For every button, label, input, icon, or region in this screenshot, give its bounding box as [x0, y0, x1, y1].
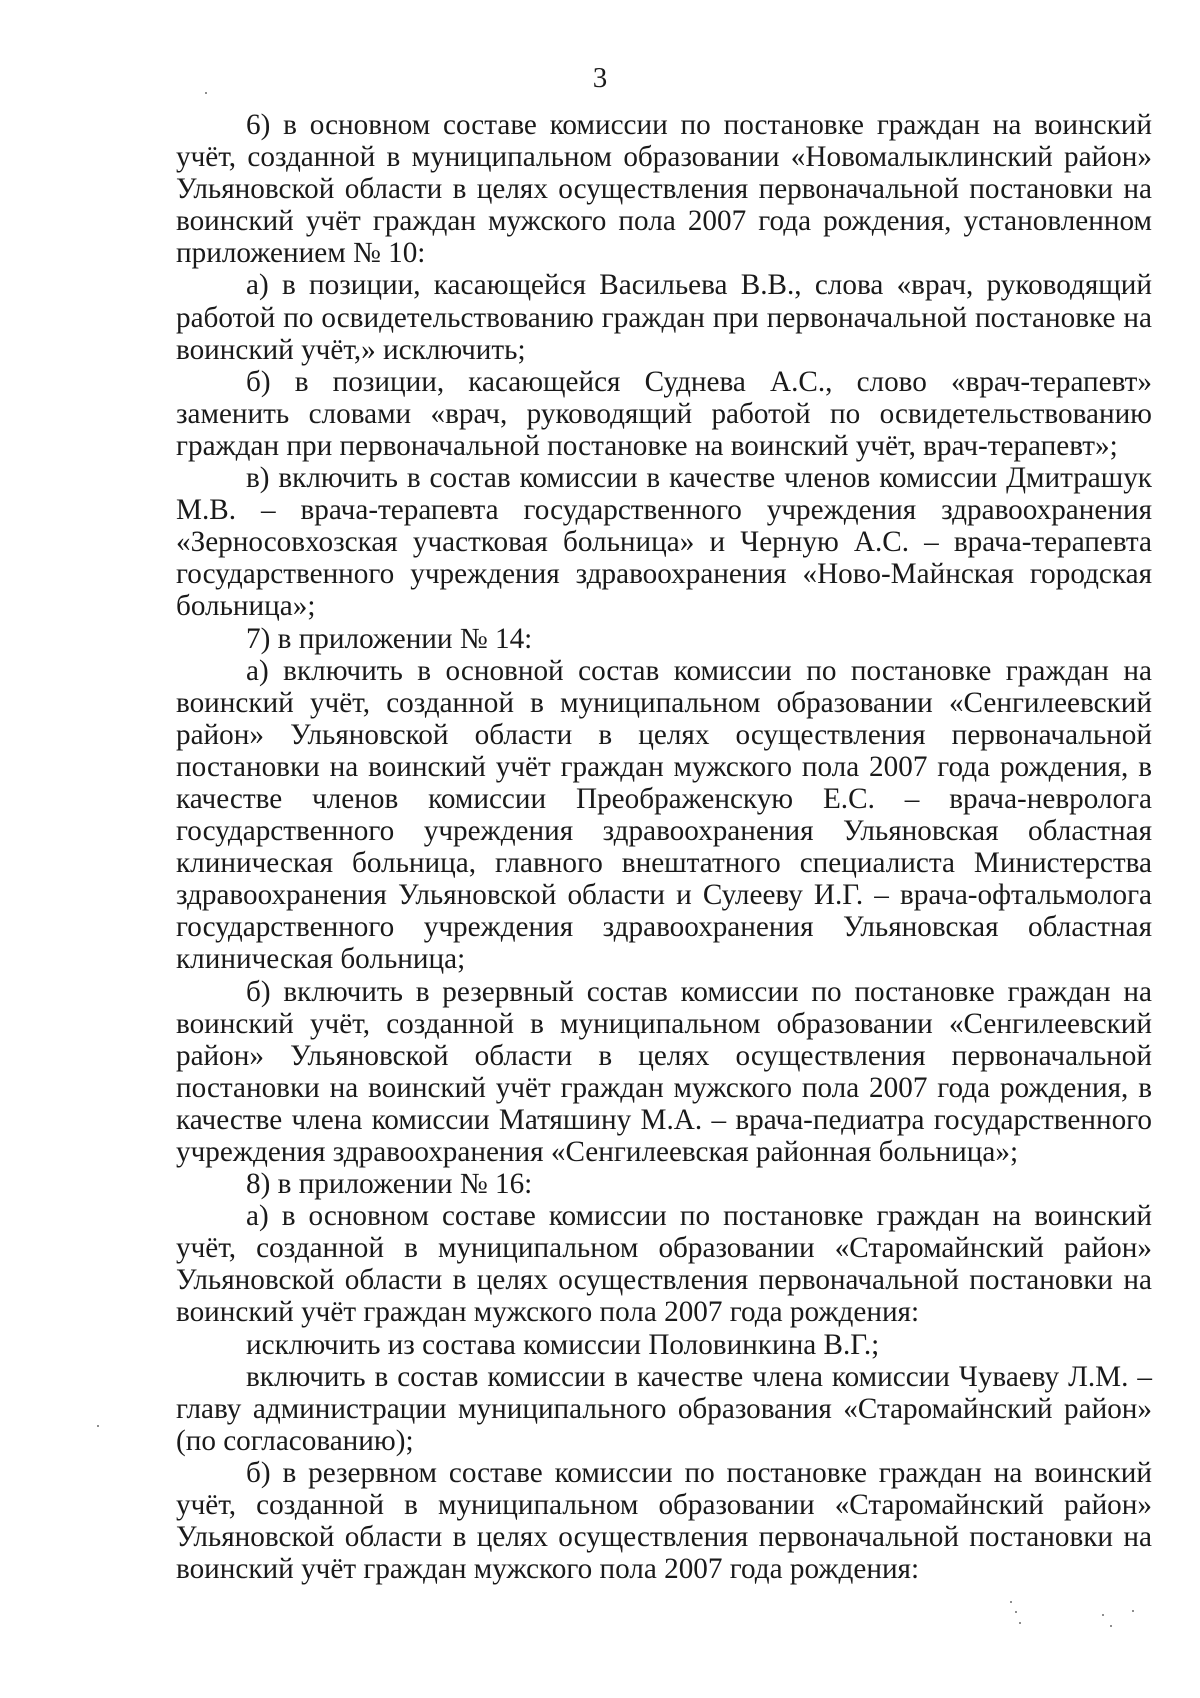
paragraph: в) включить в состав комиссии в качестве членов комиссии Дмитрашук М.В. – врача-терапевта государственного учреждения здравоохранения «Зерносовхозская участковая больница» и Черную А.С. – врача-терапевта государственного учреждения здравоохранения «Ново-Майнская городская больница»; [176, 462, 1152, 623]
scan-speck [1015, 1611, 1017, 1613]
paragraph: 8) в приложении № 16: [246, 1168, 533, 1201]
scan-speck [1102, 1614, 1104, 1616]
scan-speck [1132, 1610, 1134, 1612]
document-body [176, 109, 1152, 1585]
scan-speck [205, 92, 207, 94]
paragraph: 6) в основном составе комиссии по постановке граждан на воинский учёт, созданной в муниципальном образовании «Новомалыклинский район» Ульяновской области в целях осуществления первоначальной постановки на воинский учёт граждан мужского пола 2007 года рождения, установленном приложением № 10: [176, 109, 1152, 270]
scan-speck [1010, 1601, 1012, 1603]
page-number: 3 [592, 62, 608, 94]
scan-speck [1110, 1625, 1112, 1627]
paragraph: а) в позиции, касающейся Васильева В.В., слова «врач, руководящий работой по освидетельствованию граждан при первоначальной постановке на воинский учёт,» исключить; [176, 269, 1152, 366]
scan-speck [1019, 1622, 1021, 1624]
paragraph: а) включить в основной состав комиссии по постановке граждан на воинский учёт, созданной в муниципальном образовании «Сенгилеевский район» Ульяновской области в целях осуществления первоначальной постановки на воинский учёт граждан мужского пола 2007 года рождения, в качестве членов комиссии Преображенскую Е.С. – врача-невролога государственного учреждения здравоохранения Ульяновская областная клиническая больница, главного внештатного специалиста Министерства здравоохранения Ульяновской области и Сулееву И.Г. – врача-офтальмолога государственного учреждения здравоохранения Ульяновская областная клиническая больница; [176, 654, 1152, 976]
paragraph: включить в состав комиссии в качестве члена комиссии Чуваеву Л.М. – главу администрации муниципального образования «Старомайнский район» (по согласованию); [176, 1360, 1152, 1457]
paragraph: 7) в приложении № 14: [246, 622, 533, 655]
paragraph: исключить из состава комиссии Половинкина В.Г.; [246, 1328, 880, 1361]
paragraph: б) в позиции, касающейся Суднева А.С., слово «врач-терапевт» заменить словами «врач, руководящий работой по освидетельствованию граждан при первоначальной постановке на воинский учёт, врач-терапевт»; [176, 365, 1152, 462]
paragraph: а) в основном составе комиссии по постановке граждан на воинский учёт, созданной в муниципальном образовании «Старомайнский район» Ульяновской области в целях осуществления первоначальной постановки на воинский учёт граждан мужского пола 2007 года рождения: [176, 1200, 1152, 1329]
paragraph: б) включить в резервный состав комиссии по постановке граждан на воинский учёт, созданной в муниципальном образовании «Сенгилеевский район» Ульяновской области в целях осуществления первоначальной постановки на воинский учёт граждан мужского пола 2007 года рождения, в качестве члена комиссии Матяшину М.А. – врача-педиатра государственного учреждения здравоохранения «Сенгилеевская районная больница»; [176, 975, 1152, 1168]
scan-speck [97, 1425, 99, 1427]
paragraph: б) в резервном составе комиссии по постановке граждан на воинский учёт, созданной в муниципальном образовании «Старомайнский район» Ульяновской области в целях осуществления первоначальной постановки на воинский учёт граждан мужского пола 2007 года рождения: [176, 1456, 1152, 1586]
